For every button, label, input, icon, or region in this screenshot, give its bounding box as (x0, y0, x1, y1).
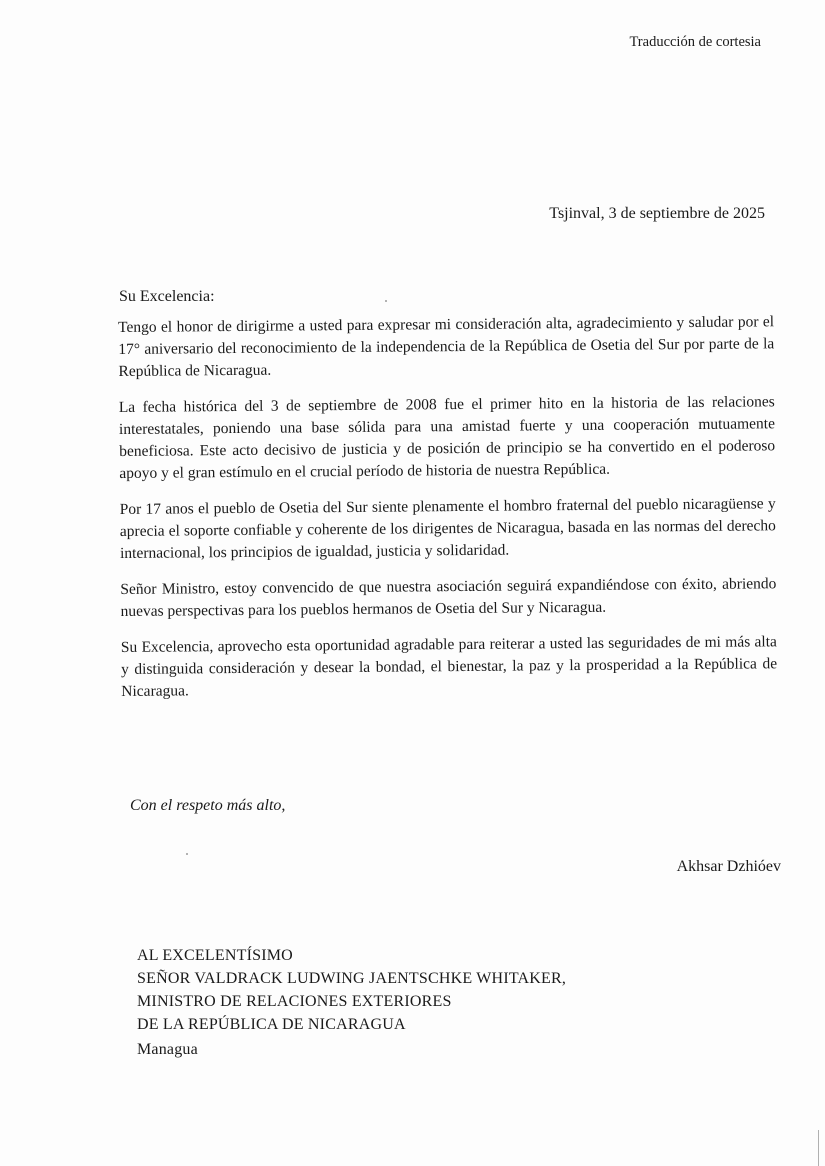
paragraph-4: Señor Ministro, estoy convencido de que nuestra asociación seguirá expandiéndose con éxito, abriendo nuevas perspectivas para los pueblos hermanos de Osetia del Sur y Nicaragua. (120, 575, 777, 620)
paragraph-2: La fecha histórica del 3 de septiembre de 2008 fue el primer hito en la historia de las relaciones interestatales, poniendo una base sólida para una amistad fuerte y una cooperación mutuamente beneficiosa. Este acto decisivo de justicia y de posición de principio se ha convertido en el poderoso apoyo y el gran estímulo en el crucial período de historia de nuestra República. (118, 393, 776, 482)
recipient-line: AL EXCELENTÍSIMO (137, 947, 293, 964)
recipient-city: Managua (137, 1041, 198, 1058)
closing-phrase: Con el respeto más alto, (130, 797, 286, 814)
salutation: Su Excelencia: (119, 288, 215, 305)
signatory-name: Akhsar Dzhióev (676, 858, 781, 875)
recipient-line: MINISTRO DE RELACIONES EXTERIORES (137, 993, 452, 1010)
place-and-date: Tsjinval, 3 de septiembre de 2025 (549, 205, 765, 222)
recipient-line: DE LA REPÚBLICA DE NICARAGUA (137, 1016, 406, 1033)
paragraph-3: Por 17 anos el pueblo de Osetia del Sur siente plenamente el hombro fraternal del pueblo nicaragüense y aprecia el soporte confiable y coherente de los dirigentes de Nicaragua, basada en las normas del derecho internacional, los principios de igualdad, justicia y solidaridad. (119, 495, 776, 562)
scan-speck (186, 853, 188, 855)
courtesy-translation-note: Traducción de cortesia (629, 34, 761, 50)
recipient-line: SEÑOR VALDRACK LUDWING JAENTSCHKE WHITAKER, (137, 970, 567, 987)
letter-body (118, 311, 777, 717)
scan-speck (385, 300, 387, 302)
recipient-address-block (137, 944, 566, 1061)
scan-edge-mark (818, 1130, 819, 1166)
paragraph-1: Tengo el honor de dirigirme a usted para expresar mi consideración alta, agradecimiento y saludar por el 17° aniversario del reconocimiento de la independencia de la República de Osetia del Sur por parte de la República de Nicaragua. (118, 313, 775, 380)
paragraph-5: Su Excelencia, aprovecho esta oportunidad agradable para reiterar a usted las seguridades de mi más alta y distinguida consideración y desear la bondad, el bienestar, la paz y la prosperidad a la República de Nicaragua. (120, 633, 778, 700)
